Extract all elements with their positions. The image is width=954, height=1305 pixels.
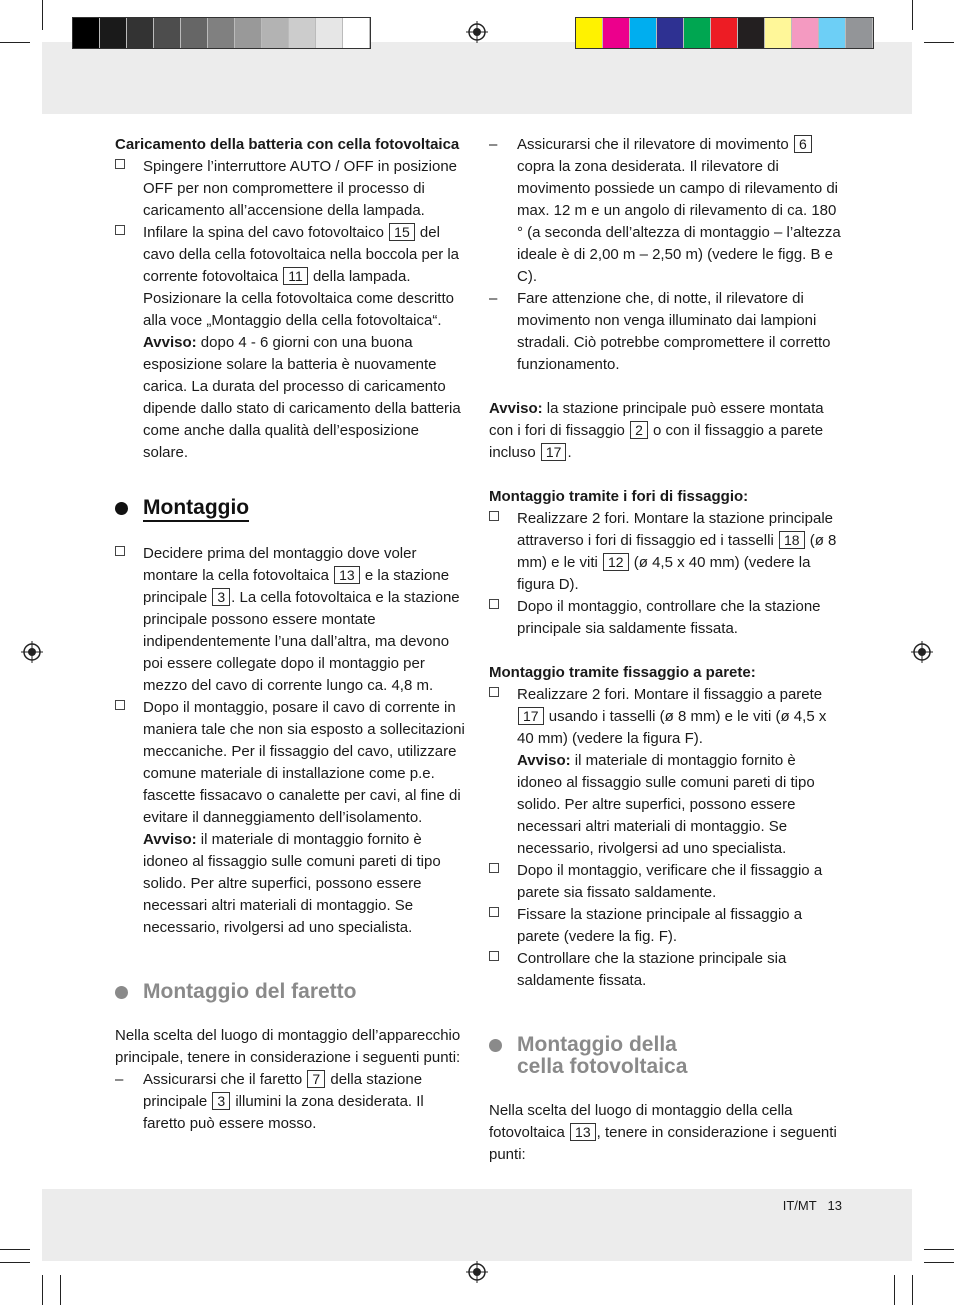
registration-mark-icon xyxy=(21,641,43,663)
note-label: Avviso: xyxy=(517,752,571,769)
part-number: 18 xyxy=(779,531,805,549)
part-number: 17 xyxy=(518,707,544,725)
part-number: 3 xyxy=(212,588,230,606)
list-item: – Assicurarsi che il faretto 7 della stazione principale 3 illumini la zona desiderata. Il faretto può essere mosso. xyxy=(115,1071,424,1132)
part-number: 13 xyxy=(570,1123,596,1141)
registration-mark-icon xyxy=(911,641,933,663)
color-swatch xyxy=(657,18,684,48)
crop-mark xyxy=(0,1249,30,1250)
list-item: Fissare la stazione principale al fissaggio a parete (vedere la fig. F). xyxy=(489,904,841,948)
paragraph: Nella scelta del luogo di montaggio della cella fotovoltaica 13 , tenere in considerazione i seguenti punti: xyxy=(489,1102,837,1163)
list-item: Decidere prima del montaggio dove voler montare la cella fotovoltaica 13 e la stazione principale 3 . La cella fotovoltaica e la stazione principale possono essere montate indipendentemente l’una dall’altra, ma devono poi essere collegate dopo il montaggio per mezzo del cavo di corrente lungo ca. 4,8 m. xyxy=(115,543,467,697)
paragraph: Avviso: la stazione principale può essere montata con i fori di fissaggio 2 o con il fissaggio a parete incluso 17 . xyxy=(489,400,824,461)
list-item: – Assicurarsi che il rilevatore di movimento 6 copra la zona desiderata. Il rilevatore di movimento possiede un campo di rilevamento di max. 12 m e un angolo di rilevamento di ca. 180 ° (a seconda dell’altezza di montaggio – l’altezza ideale è di 2,00 m – 2,50 m) (vedere le figg. B e C). xyxy=(489,136,841,285)
color-swatch xyxy=(262,18,289,48)
dash-marker: – xyxy=(115,1071,124,1088)
crop-mark xyxy=(924,1249,954,1250)
list-item: Realizzare 2 fori. Montare il fissaggio a parete 17 usando i tasselli (ø 8 mm) e le viti (ø 4,5 x 40 mm) (vedere la figura F). Avviso: il materiale di montaggio fornito è idoneo al fissaggio sulle comuni pareti di tipo solido. Per altre superfici, possono essere necessari altri materiali di montaggio. Se necessario, rivolgersi ad uno specialista. xyxy=(489,684,841,860)
checkbox-square-icon xyxy=(489,860,499,882)
part-number: 11 xyxy=(283,267,308,285)
crop-mark xyxy=(60,1275,61,1305)
paragraph: Nella scelta del luogo di montaggio dell’apparecchio principale, tenere in considerazione i seguenti punti: xyxy=(115,1027,461,1066)
checkbox-square-icon xyxy=(489,508,499,530)
dash-marker: – xyxy=(489,290,498,307)
registration-mark-icon xyxy=(466,21,488,43)
list-item: Dopo il montaggio, verificare che il fissaggio a parete sia fissato saldamente. xyxy=(489,860,841,904)
color-swatch xyxy=(603,18,630,48)
color-swatch xyxy=(235,18,262,48)
crop-mark xyxy=(912,0,913,30)
color-swatch xyxy=(711,18,738,48)
language-code: IT/MT xyxy=(782,1198,817,1213)
list-item: – Fare attenzione che, di notte, il rilevatore di movimento non venga illuminato dai lampioni stradali. Ciò potrebbe compromettere il corretto funzionamento. xyxy=(489,290,831,373)
part-number: 7 xyxy=(307,1070,325,1088)
crop-mark xyxy=(0,1262,30,1263)
color-swatch xyxy=(181,18,208,48)
left-column xyxy=(115,134,467,1135)
color-swatch xyxy=(73,18,100,48)
section-heading: Montaggio xyxy=(115,497,467,519)
crop-mark xyxy=(894,1275,895,1305)
color-swatch xyxy=(684,18,711,48)
checkbox-square-icon xyxy=(115,697,125,719)
page-number: 13 xyxy=(827,1198,842,1213)
color-swatch xyxy=(343,18,370,48)
section-subheading: Caricamento della batteria con cella fotovoltaica xyxy=(115,136,460,153)
section-subheading: Montaggio tramite fissaggio a parete: xyxy=(489,664,756,681)
color-swatch xyxy=(846,18,873,48)
header-band xyxy=(42,42,912,114)
list-item: Dopo il montaggio, controllare che la stazione principale sia saldamente fissata. xyxy=(489,596,841,640)
checkbox-square-icon xyxy=(115,156,125,178)
crop-mark xyxy=(912,1275,913,1305)
checkbox-square-icon xyxy=(489,948,499,970)
crop-mark xyxy=(42,1275,43,1305)
color-swatch xyxy=(738,18,765,48)
grayscale-color-bar xyxy=(72,17,371,49)
part-number: 13 xyxy=(334,566,360,584)
color-swatch xyxy=(819,18,846,48)
part-number: 3 xyxy=(212,1092,230,1110)
registration-mark-icon xyxy=(466,1261,488,1283)
list-item: Dopo il montaggio, posare il cavo di corrente in maniera tale che non sia esposto a sollecitazioni meccaniche. Per il fissaggio del cavo, utilizzare comune materiale di installazione come p.e. fascette fissacavo o canalette per cavi, al fine di evitare il danneggiamento dell’isolamento. Avviso: il materiale di montaggio fornito è idoneo al fissaggio sulle comuni pareti di tipo solido. Per altre superfici, possono essere necessari altri materiali di montaggio. Se necessario, rivolgersi ad uno specialista. xyxy=(115,697,467,939)
right-column xyxy=(489,134,841,1166)
color-swatch xyxy=(100,18,127,48)
checkbox-square-icon xyxy=(115,543,125,565)
color-swatch xyxy=(630,18,657,48)
checkbox-square-icon xyxy=(489,904,499,926)
list-item: Realizzare 2 fori. Montare la stazione principale attraverso i fori di fissaggio ed i tasselli 18 (ø 8 mm) e le viti 12 (ø 4,5 x 40 mm) (vedere la figura D). xyxy=(489,508,841,596)
part-number: 6 xyxy=(794,135,812,153)
process-color-bar xyxy=(575,17,874,49)
checkbox-square-icon xyxy=(115,222,125,244)
checkbox-square-icon xyxy=(489,684,499,706)
list-item: Infilare la spina del cavo fotovoltaico 15 del cavo della cella fotovoltaica nella boccola per la corrente fotovoltaica 11 della lampada. Posizionare la cella fotovoltaica come descritto alla voce „Montaggio della cella fotovoltaica“. Avviso: dopo 4 - 6 giorni con una buona esposizione solare la batteria è nuovamente carica. La durata del processo di caricamento dipende dallo stato di caricamento della batteria come anche dalla qualità dell’esposizione solare. xyxy=(115,222,467,464)
bullet-dot-icon xyxy=(489,1039,502,1052)
color-swatch xyxy=(792,18,819,48)
part-number: 17 xyxy=(541,443,567,461)
section-heading: Montaggio della cella fotovoltaica xyxy=(489,1034,841,1078)
section-subheading: Montaggio tramite i fori di fissaggio: xyxy=(489,488,749,505)
color-swatch xyxy=(316,18,343,48)
note-label: Avviso: xyxy=(143,831,197,848)
color-swatch xyxy=(289,18,316,48)
color-swatch xyxy=(208,18,235,48)
crop-mark xyxy=(924,42,954,43)
part-number: 12 xyxy=(603,553,629,571)
color-swatch xyxy=(576,18,603,48)
footer-band xyxy=(42,1189,912,1261)
part-number: 15 xyxy=(389,223,415,241)
bullet-dot-icon xyxy=(115,502,128,515)
color-swatch xyxy=(154,18,181,48)
bullet-dot-icon xyxy=(115,986,128,999)
color-swatch xyxy=(765,18,792,48)
crop-mark xyxy=(0,42,30,43)
dash-marker: – xyxy=(489,136,498,153)
part-number: 2 xyxy=(630,421,648,439)
crop-mark xyxy=(924,1262,954,1263)
list-item: Controllare che la stazione principale sia saldamente fissata. xyxy=(489,948,841,992)
note-label: Avviso: xyxy=(489,400,543,417)
checkbox-square-icon xyxy=(489,596,499,618)
note-label: Avviso: xyxy=(143,334,197,351)
page-footer xyxy=(783,1198,842,1213)
section-heading: Montaggio del faretto xyxy=(115,981,467,1003)
list-item: Spingere l’interruttore AUTO / OFF in posizione OFF per non compromettere il processo di caricamento all’accensione della lampada. xyxy=(115,156,467,222)
crop-mark xyxy=(42,0,43,30)
color-swatch xyxy=(127,18,154,48)
